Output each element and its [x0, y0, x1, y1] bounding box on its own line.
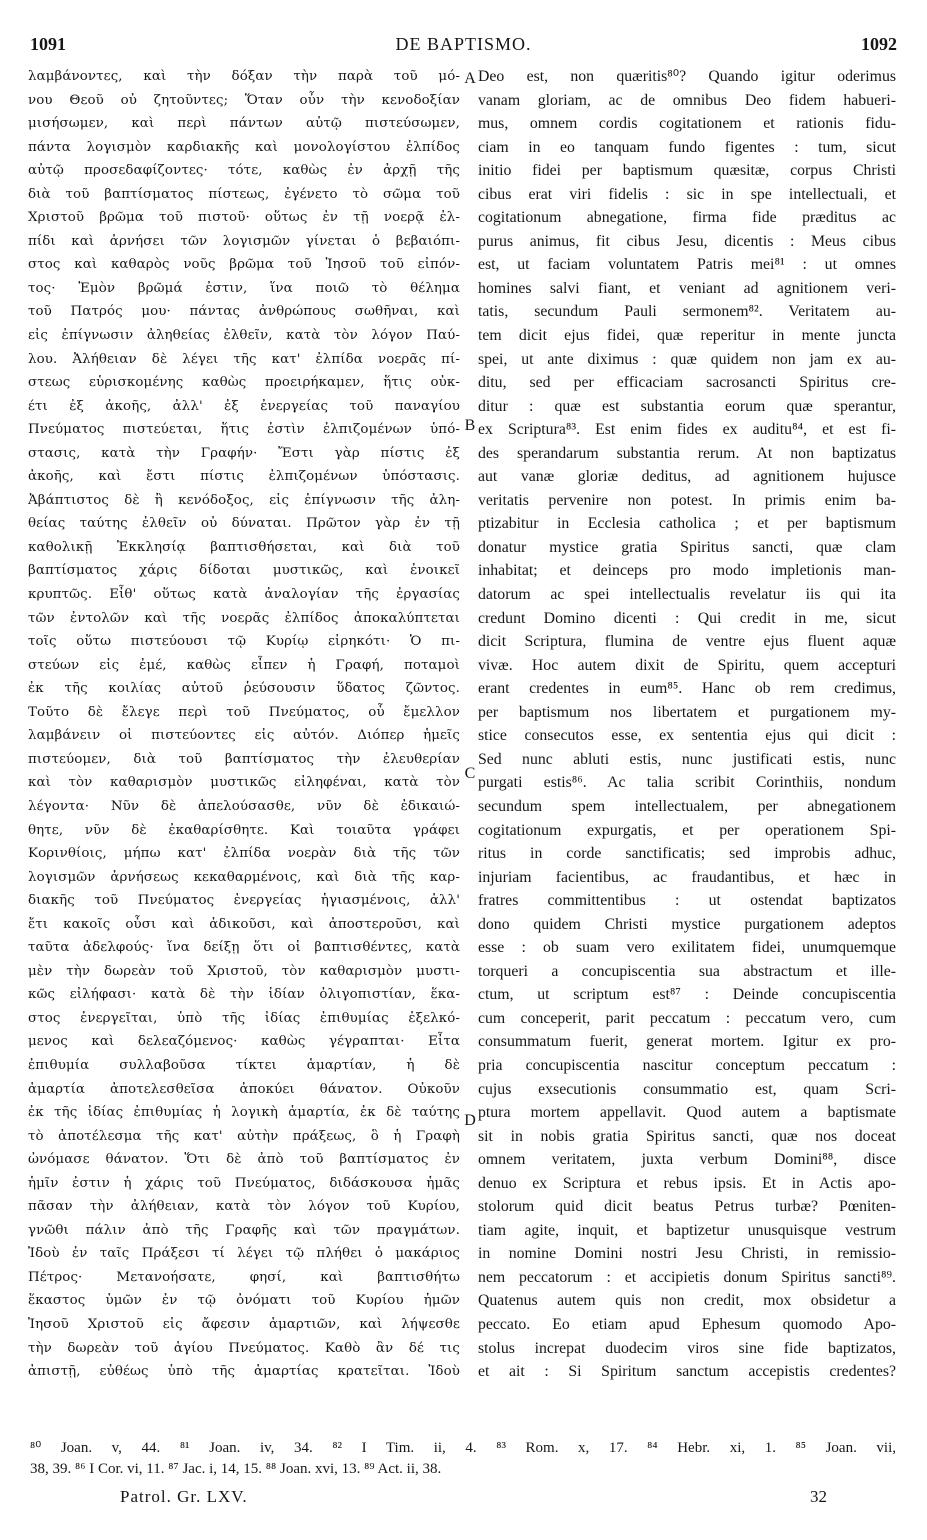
latin-text-line: in nomine Domini nostri Jesu Christi, in remissio-: [478, 1245, 896, 1263]
latin-text-line: ditu, sed per efficaciam sacrosancti Spiritus cre-: [478, 374, 896, 392]
greek-text-line: Πνεύματος πιστεύεται, ἥτις ἐστὶν ἐλπιζομένων ὑπό-: [28, 422, 460, 438]
latin-text-line: est, ut faciam voluntatem Patris mei⁸¹ : ut omnes: [478, 256, 896, 274]
greek-text-line: πιστεύομεν, διὰ τοῦ βαπτίσματος τὴν ἐλευθερίαν: [28, 751, 460, 767]
greek-text-line: πίδι καὶ ἀρνήσει τῶν λογισμῶν γίνεται ὁ βεβαιόπι-: [28, 233, 460, 249]
greek-text-line: κρυπτῶς. Εἶθ' οὕτως κατὰ ἀναλογίαν τῆς ἐργασίας: [28, 587, 460, 603]
latin-text-line: tiam agite, inquit, et baptizetur unusquisque vestrum: [478, 1221, 896, 1239]
latin-text-line: ritus in corde sanctificatis; sed improbis adhuc,: [478, 845, 896, 863]
greek-text-line: πᾶσαν τὴν ἀλήθειαν, κατὰ τὸν λόγον τοῦ Κυρίου,: [28, 1199, 460, 1215]
latin-text-line: mus, omnem cordis cogitationem et rationis fidu-: [478, 115, 896, 133]
greek-text-line: μὲν τὴν δωρεὰν τοῦ Χριστοῦ, τὸν καθαρισμὸν μυστι-: [28, 963, 460, 979]
greek-text-line: τῶν ἐντολῶν καὶ τῆς νοερᾶς ἐλπίδος ἀποκαλύπτεται: [28, 610, 460, 626]
latin-text-line: initio fidei per baptismum quæsitæ, corpus Christi: [478, 162, 896, 180]
margin-letter-a: A: [464, 70, 476, 87]
greek-text-line: λογισμῶν ἀρνήσεως κεκαθαρμένοις, καὶ διὰ τῆς καρ-: [28, 869, 460, 885]
footnote-line: ⁸⁰ Joan. v, 44. ⁸¹ Joan. iv, 34. ⁸² I Tim. ii, 4. ⁸³ Rom. x, 17. ⁸⁴ Hebr. xi, 1. ⁸⁵ Joan. vii,: [30, 1440, 896, 1456]
latin-text-line: cujus exsecutionis consummatio est, quam Scri-: [478, 1080, 896, 1098]
latin-text-line: tatis, secundum Pauli sermonem⁸². Veritatem au-: [478, 303, 896, 321]
margin-letter-d: D: [464, 1112, 476, 1129]
footnote-line: 38, 39. ⁸⁶ I Cor. vi, 11. ⁸⁷ Jac. i, 14, 15. ⁸⁸ Joan. xvi, 13. ⁸⁹ Act. ii, 38.: [30, 1461, 442, 1477]
greek-text-line: βαπτίσματος χάρις δίδοται μυστικῶς, καὶ ἐνοικεῖ: [28, 563, 460, 579]
greek-text-line: στος ἐνεργεῖται, ὑπὸ τῆς ἰδίας ἐπιθυμίας ἐξελκό-: [28, 1010, 460, 1026]
greek-text-line: νου Θεοῦ οὐ ζητοῦντες; Ὅταν οὖν τὴν κενοδοξίαν: [28, 92, 460, 108]
greek-text-line: έτι ἐξ ἀκοῆς, ἀλλ' ἐξ ἐνεργείας τοῦ παναγίου: [28, 398, 460, 414]
latin-text-line: ptizabitur in Ecclesia catholica ; et per baptismum: [478, 515, 896, 533]
greek-text-line: στασις, κατὰ τὴν Γραφήν· Ἔστι γὰρ πίστις ἐξ: [28, 445, 460, 461]
latin-text-line: erant credentes in eum⁸⁵. Hanc ob rem credimus,: [478, 680, 896, 698]
greek-text-line: τοῦ Πατρός μου· πάντας ἀνθρώπους σωθῆναι, καὶ: [28, 304, 460, 320]
latin-text-line: esse : ob suam vero exilitatem fidei, unumquemque: [478, 939, 896, 957]
latin-text-line: ctum, ut scriptum est⁸⁷ : Deinde concupiscentia: [478, 986, 896, 1004]
latin-text-line: vivæ. Hoc autem dixit de Spiritu, quem accepturi: [478, 656, 896, 674]
greek-text-line: ἁμαρτία ἀποτελεσθεῖσα ἀποκύει θάνατον. Οὐκοῦν: [28, 1081, 460, 1097]
page-number-left: 1091: [30, 34, 66, 54]
greek-text-line: πάντα λογισμὸν καρδιακῆς καὶ μονολογίστου ἐλπίδος: [28, 139, 460, 155]
latin-text-line: pria concupiscentia nascitur conceptum peccatum :: [478, 1056, 896, 1074]
running-header: [30, 30, 897, 64]
greek-text-line: μενος καὶ δελεαζόμενος· καθὼς γέγραπται· Εἶτα: [28, 1034, 460, 1050]
latin-text-line: omnem veritatem, juxta verbum Domini⁸⁸, disce: [478, 1151, 896, 1169]
greek-text-line: λαμβάνοντες, καὶ τὴν δόξαν τὴν παρὰ τοῦ μό-: [28, 69, 460, 84]
greek-text-line: ταῦτα ἀδελφούς· ἵνα δείξῃ ὅτι οἱ βαπτισθέντες, κατὰ: [28, 940, 460, 956]
greek-text-line: γνῶθι πάλιν ἀπὸ τῆς Γραφῆς καὶ τῶν πραγμάτων.: [28, 1222, 460, 1238]
greek-text-line: Κορινθίοις, μήπω κατ' ἐλπίδα νοερὰν διὰ τῆς τῶν: [28, 846, 460, 862]
latin-text-line: secundum spem intellectualem, per abnegationem: [478, 797, 896, 815]
greek-text-line: καὶ τὸν καθαρισμὸν μυστικῶς εἰληφέναι, κατὰ τὸν: [28, 775, 460, 791]
greek-text-line: διακῆς τοῦ Πνεύματος ἐνεργείας ἡγιασμένοις, ἀλλ': [28, 893, 460, 909]
page-number-right: 1092: [861, 34, 897, 54]
greek-text-line: ἀπιστῇ, εὐθέως ὑπὸ τῆς ἁμαρτίας κρατεῖται. Ἰδοὺ: [28, 1364, 460, 1380]
latin-text-line: homines salvi fiant, et veniant ad agnitionem veri-: [478, 279, 896, 297]
latin-text-line: ditur : quæ est substantia eorum quæ sperantur,: [478, 397, 896, 415]
greek-text-line: λέγοντα· Νῦν δὲ ἀπελούσασθε, νῦν δὲ ἐδικαιώ-: [28, 798, 460, 814]
latin-text-line: aut vanæ gloriæ deditus, ad agnitionem hujusce: [478, 468, 896, 486]
greek-text-line: λαμβάνειν οἱ πιστεύοντες εἰς αὐτόν. Διόπερ ἡμεῖς: [28, 728, 460, 744]
latin-text-line: cogitationum expurgatis, et per operationem Spi-: [478, 821, 896, 839]
latin-text-line: dicit Scriptura, flumina de ventre ejus fluent aquæ: [478, 633, 896, 651]
latin-text-line: vanam gloriam, ac de omnibus Deo fidem habueri-: [478, 91, 896, 109]
greek-text-line: ἀκοῆς, καὶ ἔστι πίστις ἐλπιζομένων ὑπόστασις.: [28, 469, 460, 485]
greek-text-line: Χριστοῦ βρῶμα τοῦ πιστοῦ· οὕτως ἐν τῇ νοερᾷ ἐλ-: [28, 210, 460, 226]
margin-letter-c: C: [464, 765, 476, 782]
greek-text-line: Ἀβάπτιστος δὲ ἢ κενόδοξος, εἰς ἐπίγνωσιν τῆς ἀλη-: [28, 492, 460, 508]
latin-text-line: cogitationum abnegatione, firma fide præditus ac: [478, 209, 896, 227]
latin-text-line: stice consecutos esse, ex sententia ejus qui dicit :: [478, 727, 896, 745]
greek-text-line: Ἰησοῦ Χριστοῦ εἰς ἄφεσιν ἁμαρτιῶν, καὶ λήψεσθε: [28, 1316, 460, 1332]
latin-text-line: dono quidem Christi mystice purgationem adeptos: [478, 915, 896, 933]
greek-text-line: στεύων εἰς ἐμέ, καθὼς εἶπεν ἡ Γραφή, ποταμοὶ: [28, 657, 460, 673]
latin-text-line: purgati estis⁸⁶. Ac talia scribit Corinthiis, nondum: [478, 774, 896, 792]
latin-text-line: peccato. Eo etiam apud Ephesum quomodo Apo-: [478, 1315, 896, 1333]
greek-text-line: τὴν δωρεὰν τοῦ ἁγίου Πνεύματος. Καθὸ ἂν δέ τις: [28, 1340, 460, 1356]
latin-text-line: ex Scriptura⁸³. Est enim fides ex auditu⁸⁴, et est fi-: [478, 421, 896, 439]
latin-text-line: nem peccatorum : et accipietis donum Spiritus sancti⁸⁹.: [478, 1268, 896, 1286]
latin-text-line: injuriam facientibus, ac fraudantibus, et hæc in: [478, 868, 896, 886]
latin-text-line: ciam in eo tanquam fundo figentes : tum, sicut: [478, 138, 896, 156]
latin-text-line: ptura mortem appellavit. Quod autem a baptismate: [478, 1104, 896, 1122]
latin-text-line: Quatenus autem quis non credit, mox obsidetur a: [478, 1292, 896, 1310]
greek-text-line: καθολικῇ Ἐκκλησίᾳ βαπτισθήσεται, καὶ διὰ τοῦ: [28, 539, 460, 555]
greek-text-line: Τοῦτο δὲ ἔλεγε περὶ τοῦ Πνεύματος, οὗ ἔμελλον: [28, 704, 460, 720]
greek-text-line: λου. Ἀλήθειαν δὲ λέγει τῆς κατ' ἐλπίδα νοερᾶς πί-: [28, 351, 460, 367]
latin-text-line: des sperandarum substantia rerum. At non baptizatus: [478, 444, 896, 462]
page-title: DE BAPTISMO.: [395, 34, 532, 54]
greek-text-line: τοῖς οὕτω πιστεύουσι τῷ Κυρίῳ εἰρηκότι· Ὁ πι-: [28, 634, 460, 650]
greek-text-line: Ἰδοὺ ἐν ταῖς Πράξεσι τί λέγει τῷ πλήθει ὁ μακάριος: [28, 1246, 460, 1262]
greek-text-line: θείας ταύτης ἐλθεῖν οὐ δύναται. Πρῶτον γὰρ ἐν τῇ: [28, 516, 460, 532]
greek-text-line: μισήσωμεν, καὶ περὶ πάντων αὐτῷ πιστεύσωμεν,: [28, 116, 460, 132]
greek-text-line: εἰς ἐπίγνωσιν ἀληθείας ἐλθεῖν, κατὰ τὸν λόγον Παύ-: [28, 328, 460, 344]
latin-text-line: sit in nobis gratia Spiritus sancti, quæ nos doceat: [478, 1127, 896, 1145]
latin-text-line: spei, ut ante diximus : quæ quidem non jam ex au-: [478, 350, 896, 368]
latin-text-line: stolorum quid dicit beatus Petrus turbæ? Pœniten-: [478, 1198, 896, 1216]
latin-text-line: veritatis pervenire non potest. In primis enim ba-: [478, 491, 896, 509]
latin-text-column: [478, 65, 896, 1383]
latin-text-line: torqueri a concupiscentia sua abstractum et ille-: [478, 962, 896, 980]
margin-letter-b: B: [464, 417, 476, 434]
latin-text-line: consummatum fuerit, generat mortem. Igitur ex pro-: [478, 1033, 896, 1051]
latin-text-line: per baptismum nos libertatem et purgationem my-: [478, 703, 896, 721]
latin-text-line: fratres committentibus : ut ostendat baptizatos: [478, 892, 896, 910]
series-signature: Patrol. Gr. LXV.: [120, 1487, 248, 1506]
sheet-signature: 32: [810, 1487, 827, 1506]
greek-text-line: ἐκ τῆς κοιλίας αὐτοῦ ῥεύσουσιν ὕδατος ζῶντος.: [28, 681, 460, 697]
greek-text-line: ἕκαστος ὑμῶν ἐν τῷ ὀνόματι τοῦ Κυρίου ἡμῶν: [28, 1293, 460, 1309]
latin-text-line: tem dicit ejus fidei, quæ reperitur in mente juncta: [478, 327, 896, 345]
latin-text-line: purus animus, fit cibus Jesu, dicentis : Meus cibus: [478, 232, 896, 250]
latin-text-line: donatur mystice gratia Spiritus sancti, quæ clam: [478, 538, 896, 556]
latin-text-line: denuo ex Scriptura et rebus ipsis. Et in Actis apo-: [478, 1174, 896, 1192]
greek-text-line: τος· Ἐμὸν βρῶμά ἐστιν, ἵνα ποιῶ τὸ θέλημα: [28, 280, 460, 296]
greek-text-line: κῶς εἰλήφασι· κατὰ δὲ τὴν ἰδίαν ὀλιγοπιστίαν, ἕκα-: [28, 987, 460, 1003]
greek-text-line: ὠνόμασε θάνατον. Ὅτι δὲ ἀπὸ τοῦ βαπτίσματος ἐν: [28, 1152, 460, 1168]
latin-text-line: et ait : Si Spiritum sanctum accepistis credentes?: [478, 1363, 896, 1381]
greek-text-line: στος καὶ καθαρὸς νοῦς βρῶμα τοῦ Ἰησοῦ τοῦ εἰπόν-: [28, 257, 460, 273]
latin-text-line: credunt Domino dicenti : Qui credit in me, sicut: [478, 609, 896, 627]
latin-text-line: cibus erat viri fidelis : sic in spe intellectuali, et: [478, 185, 896, 203]
greek-text-line: διὰ τοῦ βαπτίσματος πίστεως, ἐγένετο τὸ σῶμα τοῦ: [28, 186, 460, 202]
latin-text-line: inhabitat; et deinceps pro modo impletionis man-: [478, 562, 896, 580]
footnotes: [30, 1438, 896, 1480]
latin-text-line: Sed nunc abluti estis, nunc justificati estis, nunc: [478, 750, 896, 768]
greek-text-column: [28, 65, 460, 1383]
latin-text-line: cum conceperit, parit peccatum : peccatum vero, cum: [478, 1009, 896, 1027]
greek-text-line: αὐτῷ προσεδαφίζοντες· τότε, καθὼς ἐν ἀρχῇ τῆς: [28, 163, 460, 179]
greek-text-line: στεως εὑρισκομένης καθὼς προειρήκαμεν, ἥτις οὐκ-: [28, 375, 460, 391]
latin-text-line: stolus increpat duodecim viros sine fide baptizatos,: [478, 1339, 896, 1357]
latin-text-line: datorum ac spei intellectualis revelatur iis qui ita: [478, 586, 896, 604]
greek-text-line: ἔτι κακοῖς οὖσι καὶ ἀδικοῦσι, καὶ ἀποστεροῦσι, καὶ: [28, 916, 460, 932]
greek-text-line: τὸ ἀποτέλεσμα τῆς κατ' αὐτὴν πράξεως, ὃ ἡ Γραφὴ: [28, 1128, 460, 1144]
latin-text-line: Deo est, non quæritis⁸⁰? Quando igitur oderimus: [478, 68, 896, 85]
greek-text-line: ἐκ τῆς ἰδίας ἐπιθυμίας ἡ λογικὴ ἁμαρτία, ἐκ δὲ ταύτης: [28, 1105, 460, 1121]
page-footer: [120, 1487, 827, 1511]
greek-text-line: Πέτρος· Μετανοήσατε, φησί, καὶ βαπτισθήτω: [28, 1269, 460, 1285]
greek-text-line: ἡμῖν ἐστιν ἡ χάρις τοῦ Πνεύματος, διδάσκουσα ἡμᾶς: [28, 1175, 460, 1191]
greek-text-line: ἐπιθυμία συλλαβοῦσα τίκτει ἁμαρτίαν, ἡ δὲ: [28, 1057, 460, 1073]
greek-text-line: θητε, νῦν δὲ ἐκαθαρίσθητε. Καὶ τοιαῦτα γράφει: [28, 822, 460, 838]
